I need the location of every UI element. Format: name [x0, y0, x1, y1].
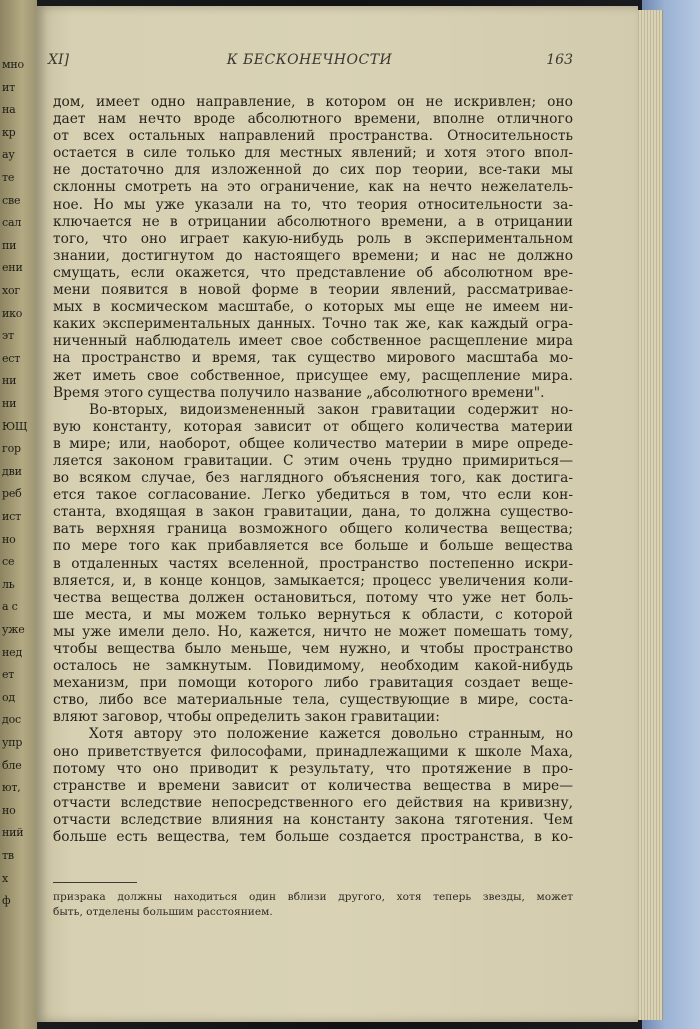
text-line: на пространство и время, так существо мирового масштаба мо-: [53, 350, 573, 367]
left-page-fragment: ест: [2, 351, 21, 365]
text-line: оно приветствуется философами, принадлежащими к школе Маха,: [53, 743, 573, 760]
text-line: осталось не замкнутым. Повидимому, необходим какой-нибудь: [53, 658, 573, 675]
page-stack-edges: [636, 10, 663, 1020]
left-page-fragment: нед: [2, 645, 23, 659]
text-line: чтобы вещества было меньше, чем нужно, и чтобы пространство: [53, 641, 573, 657]
text-line: Время этого существа получило название „абсолютного времени".: [53, 384, 545, 401]
left-page-fragment: кр: [2, 125, 16, 139]
left-page-fragment: све: [2, 193, 21, 207]
left-page-fragment: но: [2, 803, 16, 817]
left-page-fragment: ни: [2, 374, 17, 388]
text-line: ключается не в отрицании абсолютного времени, а в отрицании: [53, 213, 573, 230]
text-line: вляют заговор, чтобы определить закон гравитации:: [53, 709, 440, 726]
left-page-fragment: уже: [2, 623, 25, 636]
left-page-fragment: те: [2, 171, 15, 184]
text-line: отчасти вследствие непосредственного его действия на кривизну,: [53, 794, 573, 811]
left-page-fragment: реб: [2, 487, 22, 501]
text-line: ется такое согласование. Легко убедиться в том, что если кон-: [53, 487, 573, 504]
text-line: каких экспериментальных данных. Точно так же, как каждый огра-: [53, 316, 573, 333]
text-line: в мире; или, наоборот, общее количество материи в мире опреде-: [53, 435, 573, 452]
left-page-fragment: ист: [2, 510, 21, 523]
text-line: станта, входящая в закон гравитации, дана, то должна существо-: [53, 504, 573, 521]
text-line: механизм, при помощи которого либо гравитация создает веще-: [53, 675, 573, 692]
text-line: в отдаленных частях вселенной, пространство постепенно искри-: [53, 555, 573, 572]
text-line: во всяком случае, без наглядного объяснения того, как достига-: [53, 470, 573, 487]
left-page-fragment: ау: [2, 148, 15, 162]
text-line: мени появится в новой форме в теории явлений, рассматривае-: [53, 282, 573, 299]
left-page-fragment: ет: [2, 668, 15, 682]
left-page-fragment: дос: [2, 713, 21, 727]
text-line: не достаточно для изложенной до сих пор теории, все-таки мы: [53, 162, 573, 179]
page-number: 163: [546, 52, 573, 68]
left-page-fragment: х: [2, 871, 9, 885]
text-line: больше есть вещества, тем больше создается пространства, в ко-: [53, 829, 573, 846]
text-line: ляется законом гравитации. С этим очень трудно примириться—: [53, 452, 573, 469]
text-line: смущать, если окажется, что представление об абсолютном вре-: [53, 264, 573, 281]
text-line: вляется, и, в конце концов, замыкается; процесс увеличения коли-: [53, 572, 573, 589]
text-line: вую константу, которая зависит от общего количества материи: [53, 418, 573, 435]
left-page-fragment: ни: [2, 397, 17, 410]
text-line: чества вещества должен остановиться, потому что уже нет боль-: [53, 589, 573, 606]
left-page-fragment: сал: [2, 216, 22, 230]
left-page-fragment: эт: [2, 329, 14, 343]
left-page-fragment: бле: [2, 758, 22, 772]
left-page-fragment: пи: [2, 238, 17, 252]
text-line: знании, достигнутом до настоящего времени; и нас не должно: [53, 247, 573, 264]
book-page: [36, 6, 638, 1022]
text-line: ство, либо все материальные тела, существующие в мире, соста-: [53, 692, 573, 709]
chapter-number: XI]: [48, 52, 69, 68]
text-line: того, что оно играет какую-нибудь роль в экспериментальном: [53, 230, 573, 247]
left-page-fragment: хог: [2, 284, 20, 297]
footnote-divider: [53, 882, 137, 883]
text-line: отчасти вследствие влияния на константу закона тяготения. Чем: [53, 811, 573, 828]
left-page-fragment: ико: [2, 306, 23, 320]
footnote: [53, 890, 573, 920]
text-line: ше места, и мы можем только вернуться к области, с которой: [53, 606, 573, 623]
left-page-fragment: од: [2, 690, 15, 704]
text-line: ниченный наблюдатель имеет свое собственное расщепление мира: [53, 333, 573, 350]
text-line: Во-вторых, видоизмененный закон гравитации содержит но-: [89, 401, 573, 418]
text-line: склонны смотреть на это ограничение, как на нечто нежелатель-: [53, 179, 573, 196]
text-line: от всех остальных направлений пространства. Относительность: [53, 128, 573, 145]
text-line: по мере того как прибавляется все больше и больше вещества: [53, 538, 573, 555]
left-page-fragment: а с: [2, 600, 18, 614]
left-page-fragment: но: [2, 532, 16, 546]
text-line: мы уже имели дело. Но, кажется, ничто не может помешать тому,: [53, 623, 573, 640]
text-line: остается в силе только для местных явлений; и хотя этого впол-: [53, 145, 573, 162]
left-page-fragment: ф: [2, 894, 11, 908]
left-page-fragment: упр: [2, 736, 23, 749]
left-page-fragment: ют,: [2, 781, 21, 795]
text-line: потому что оно приводит к результату, что протяжение в про-: [53, 760, 573, 777]
text-line: мых в космическом масштабе, о которых мы еще не имеем ни-: [53, 299, 573, 316]
left-page-fragment: мно: [2, 58, 24, 71]
footnote-line: быть, отделены большим расстоянием.: [53, 906, 273, 918]
body-text: [53, 94, 573, 846]
text-line: ное. Но мы уже указали на то, что теория относительности за-: [53, 196, 573, 213]
text-line: дает нам нечто вроде абсолютного времени, вполне отличного: [53, 111, 573, 128]
running-title: К БЕСКОНЕЧНОСТИ: [226, 52, 393, 68]
left-page-fragment: на: [2, 103, 16, 117]
running-head: [46, 52, 573, 74]
left-page-fragment: тв: [2, 849, 14, 862]
text-line: Хотя автору это положение кажется довольно странным, но: [89, 726, 573, 743]
footnote-line: призрака должны находиться один вблизи другого, хотя теперь звезды, может: [53, 891, 573, 903]
text-line: дом, имеет одно направление, в котором он не искривлен; оно: [53, 94, 573, 110]
left-page-fragment: ит: [2, 80, 16, 94]
left-page-fragment: ний: [2, 826, 24, 840]
text-line: вать верхняя граница возможного общего количества вещества;: [53, 521, 573, 538]
left-page-fragment: гор: [2, 442, 21, 456]
left-page-fragment: ЮЩ: [2, 419, 28, 433]
left-page-fragment: се: [2, 555, 15, 569]
text-line: жет иметь свое собственное, присущее ему, расщепление мира.: [53, 367, 573, 384]
left-page-fragment: ени: [2, 261, 23, 275]
text-line: странстве и времени зависит от количества вещества в мире—: [53, 777, 573, 794]
left-page-edge: [0, 0, 37, 1029]
left-page-fragment: ль: [2, 577, 15, 591]
left-page-fragment: дви: [2, 464, 22, 478]
